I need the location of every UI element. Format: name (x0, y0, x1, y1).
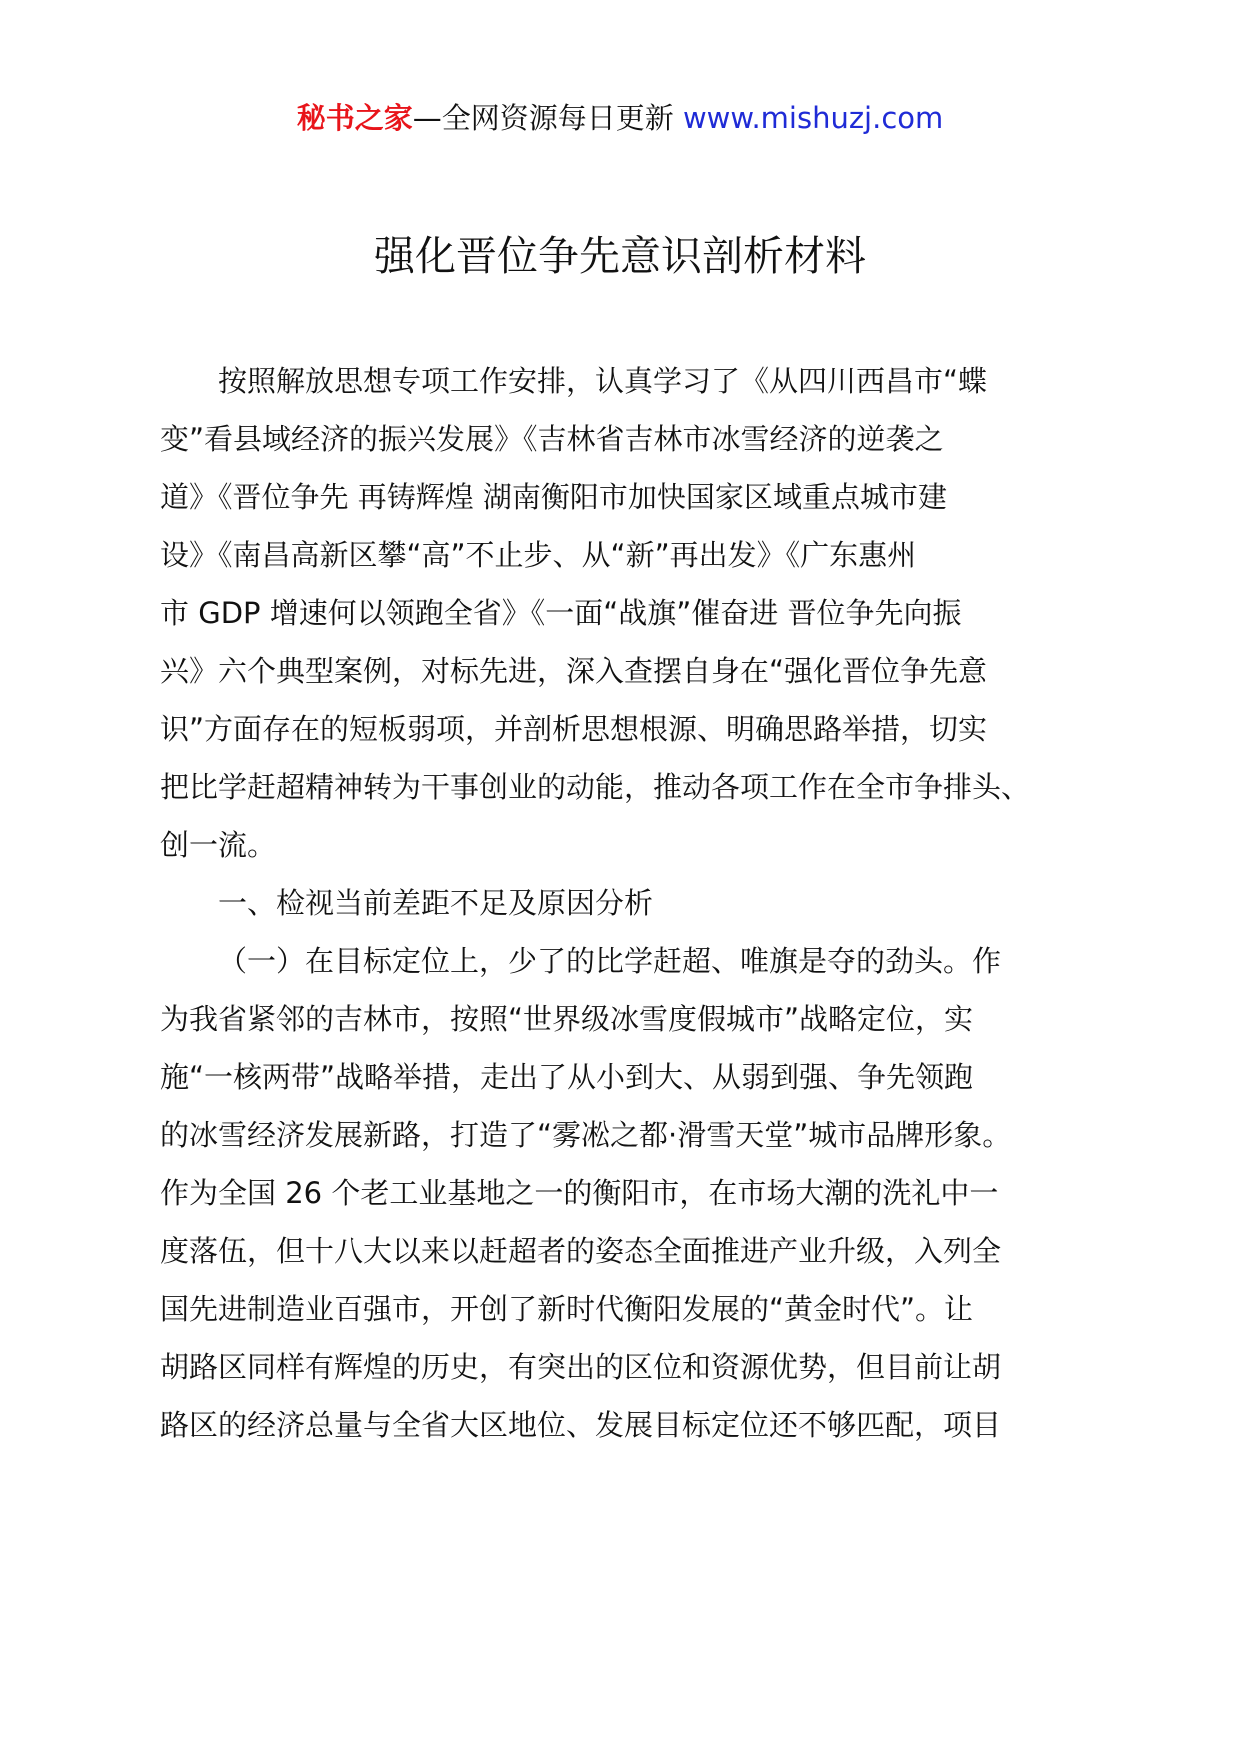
paragraph-line: 变”看县域经济的振兴发展》《吉林省吉林市冰雪经济的逆袭之 (160, 422, 944, 456)
document-title: 强化晋位争先意识剖析材料 (374, 232, 866, 280)
paragraph-line: 识”方面存在的短板弱项，并剖析思想根源、明确思路举措，切实 (160, 712, 988, 746)
paragraph-line: 的冰雪经济发展新路，打造了“雾凇之都·滑雪天堂”城市品牌形象。 (160, 1118, 1012, 1152)
site-url-link[interactable]: www.mishuzj.com (682, 101, 944, 135)
section-heading: 一、检视当前差距不足及原因分析 (218, 886, 654, 920)
paragraph-line: （一）在目标定位上，少了的比学赶超、唯旗是夺的劲头。作 (218, 944, 1002, 978)
paragraph-line: 市 GDP 增速何以领跑全省》《一面“战旗”催奋进 晋位争先向振 (160, 596, 962, 630)
paragraph-line: 作为全国 26 个老工业基地之一的衡阳市，在市场大潮的洗礼中一 (160, 1176, 999, 1210)
paragraph-line: 胡路区同样有辉煌的历史，有突出的区位和资源优势，但目前让胡 (160, 1350, 1002, 1384)
paragraph-line: 道》《晋位争先 再铸辉煌 湖南衡阳市加快国家区域重点城市建 (160, 480, 947, 514)
paragraph-line: 度落伍，但十八大以来以赶超者的姿态全面推进产业升级，入列全 (160, 1234, 1002, 1268)
paragraph-line: 创一流。 (160, 828, 277, 862)
paragraph-line: 路区的经济总量与全省大区地位、发展目标定位还不够匹配，项目 (160, 1408, 1002, 1442)
header-tagline: —全网资源每日更新 (412, 101, 683, 135)
paragraph-line: 兴》六个典型案例，对标先进，深入查摆自身在“强化晋位争先意 (160, 654, 988, 688)
paragraph-line: 为我省紧邻的吉林市，按照“世界级冰雪度假城市”战略定位，实 (160, 1002, 974, 1036)
paragraph-line: 把比学赶超精神转为干事创业的动能，推动各项工作在全市争排头、 (160, 770, 1031, 804)
paragraph-line: 国先进制造业百强市，开创了新时代衡阳发展的“黄金时代”。让 (160, 1292, 974, 1326)
paragraph-line: 按照解放思想专项工作安排，认真学习了《从四川西昌市“蝶 (218, 364, 988, 398)
paragraph-line: 施“一核两带”战略举措，走出了从小到大、从弱到强、争先领跑 (160, 1060, 974, 1094)
site-header (0, 98, 1240, 138)
paragraph-line: 设》《南昌高新区攀“高”不止步、从“新”再出发》《广东惠州 (160, 538, 917, 572)
brand-name: 秘书之家 (296, 101, 413, 135)
